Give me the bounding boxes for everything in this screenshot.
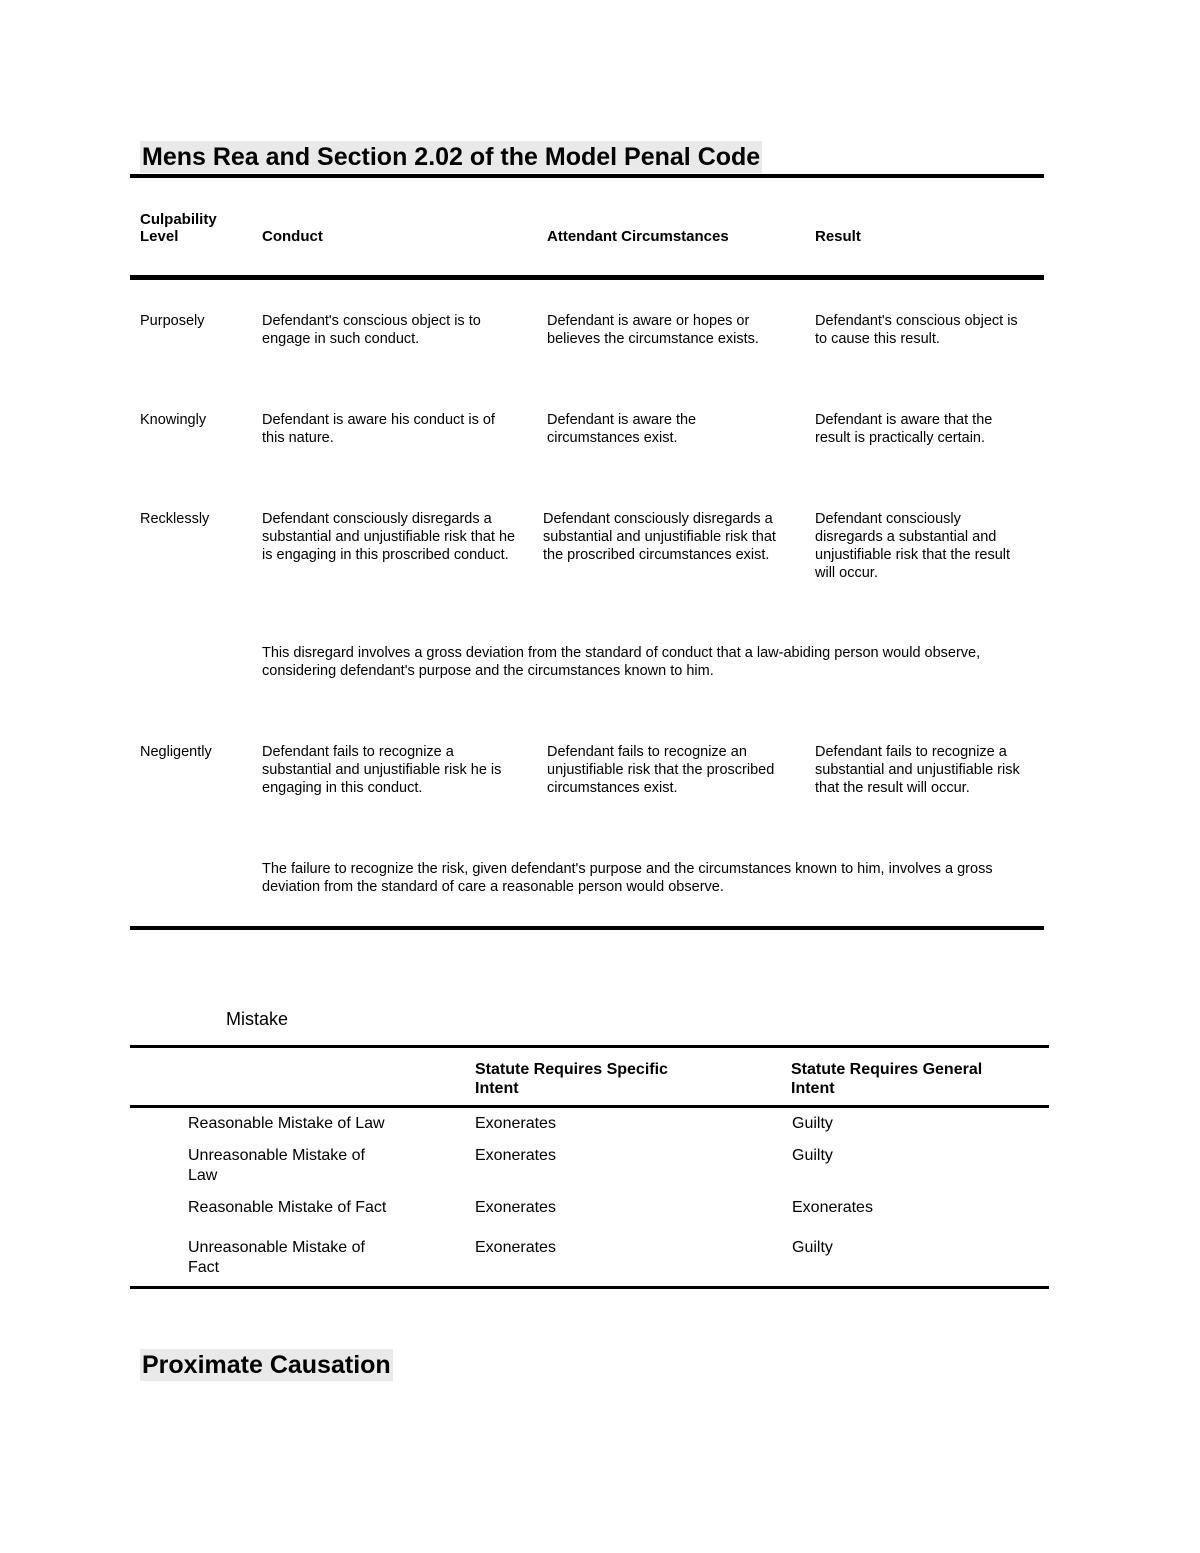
mistake-header-rule xyxy=(130,1105,1049,1108)
page-title: Mens Rea and Section 2.02 of the Model Penal Code xyxy=(142,143,761,171)
cell-attendant-negligently: Defendant fails to recognize an unjustifiable risk that the proscribed circumstances exist. xyxy=(547,744,775,796)
mistake-specific: Exonerates xyxy=(475,1147,556,1164)
mistake-specific: Exonerates xyxy=(475,1239,556,1256)
mistake-general: Exonerates xyxy=(792,1199,873,1216)
header-culpability-level: Culpability Level xyxy=(140,211,217,245)
mistake-type: Reasonable Mistake of Fact xyxy=(188,1199,387,1216)
mistake-general: Guilty xyxy=(792,1115,833,1132)
row-level-knowingly: Knowingly xyxy=(140,412,207,428)
mistake-bottom-rule xyxy=(130,1286,1049,1289)
cell-result-purposely: Defendant's conscious object is to cause this result. xyxy=(815,313,1018,347)
header-attendant-circumstances: Attendant Circumstances xyxy=(547,228,729,245)
mistake-header-specific: Statute Requires Specific Intent xyxy=(475,1061,668,1097)
cell-attendant-purposely: Defendant is aware or hopes or believes the circumstance exists. xyxy=(547,313,759,347)
header-conduct: Conduct xyxy=(262,228,323,245)
mistake-type: Unreasonable Mistake of Law xyxy=(188,1147,365,1184)
note-recklessly: This disregard involves a gross deviation from the standard of conduct that a law-abiding person would observe, considering defendant's purpose and the circumstances known to him. xyxy=(262,645,981,679)
mistake-top-rule xyxy=(130,1045,1049,1048)
table-bottom-rule xyxy=(130,926,1044,930)
note-negligently: The failure to recognize the risk, given defendant's purpose and the circumstances known to him, involves a gross deviation from the standard of care a reasonable person would observe. xyxy=(262,861,993,895)
header-rule xyxy=(130,275,1044,280)
mistake-specific: Exonerates xyxy=(475,1199,556,1216)
cell-result-recklessly: Defendant consciously disregards a substantial and unjustifiable risk that the result will occur. xyxy=(815,511,1011,581)
mistake-header-general: Statute Requires General Intent xyxy=(791,1061,983,1097)
mistake-general: Guilty xyxy=(792,1147,833,1164)
cell-conduct-knowingly: Defendant is aware his conduct is of this nature. xyxy=(262,412,495,446)
mistake-general: Guilty xyxy=(792,1239,833,1256)
cell-attendant-recklessly: Defendant consciously disregards a substantial and unjustifiable risk that the proscribed circumstances exist. xyxy=(543,511,776,563)
section-heading-proximate-causation: Proximate Causation xyxy=(142,1351,391,1379)
title-rule xyxy=(130,174,1044,178)
mistake-type: Reasonable Mistake of Law xyxy=(188,1115,385,1132)
header-result: Result xyxy=(815,228,861,245)
cell-conduct-purposely: Defendant's conscious object is to engage in such conduct. xyxy=(262,313,481,347)
cell-result-negligently: Defendant fails to recognize a substantial and unjustifiable risk that the result will occur. xyxy=(815,744,1020,796)
cell-conduct-recklessly: Defendant consciously disregards a substantial and unjustifiable risk that he is engaging in this proscribed conduct. xyxy=(262,511,516,563)
mistake-specific: Exonerates xyxy=(475,1115,556,1132)
row-level-negligently: Negligently xyxy=(140,744,212,760)
mistake-title: Mistake xyxy=(226,1009,289,1029)
cell-attendant-knowingly: Defendant is aware the circumstances exist. xyxy=(547,412,697,446)
cell-conduct-negligently: Defendant fails to recognize a substantial and unjustifiable risk he is engaging in this conduct. xyxy=(262,744,502,796)
mistake-type: Unreasonable Mistake of Fact xyxy=(188,1239,365,1276)
row-level-recklessly: Recklessly xyxy=(140,511,210,527)
cell-result-knowingly: Defendant is aware that the result is practically certain. xyxy=(815,412,993,446)
row-level-purposely: Purposely xyxy=(140,313,205,329)
